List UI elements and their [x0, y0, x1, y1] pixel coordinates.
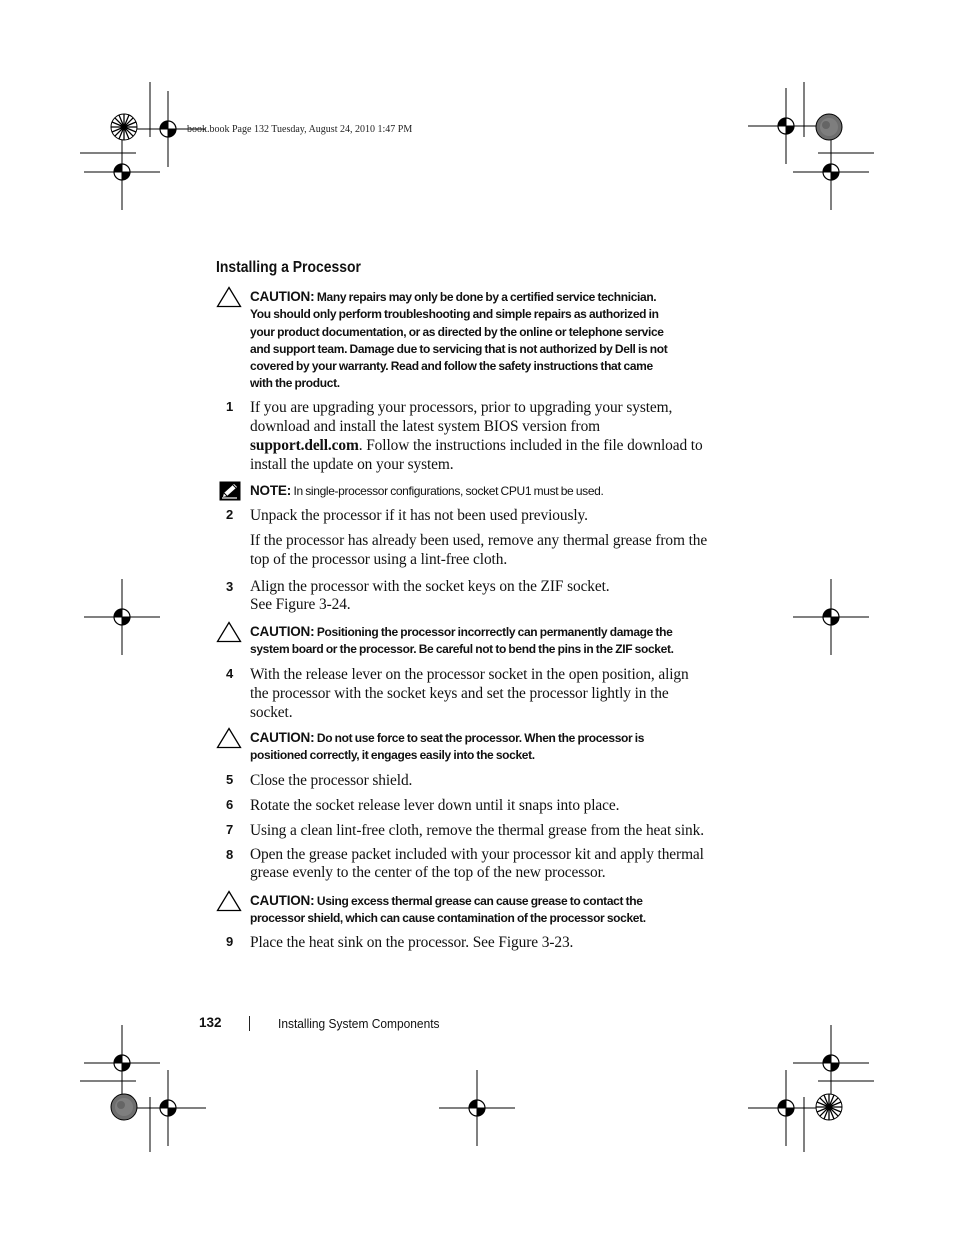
figure-reference: See Figure 3-24. — [250, 596, 351, 613]
note-text: In single-processor configurations, socket CPU1 must be used. — [293, 484, 604, 498]
step-text-line: Rotate the socket release lever down until it snaps into place. — [250, 797, 620, 814]
step-text-line: install the update on your system. — [250, 456, 454, 473]
step-number: 5 — [226, 772, 234, 787]
caution-triangle-icon — [216, 890, 242, 912]
caution-text-line: positioned correctly, it engages easily into the socket. — [250, 748, 535, 763]
caution-text-line: and support team. Damage due to servicing that is not authorized by Dell is not — [250, 341, 668, 356]
caution-text-line: your product documentation, or as directed by the online or telephone service — [250, 324, 664, 339]
step-text-line: Open the grease packet included with your processor kit and apply thermal — [250, 846, 704, 863]
caution-label: CAUTION: — [250, 893, 315, 908]
step-2-detail — [250, 531, 720, 569]
support-link[interactable]: support.dell.com — [250, 437, 359, 454]
caution-notice-2 — [216, 621, 716, 657]
step-text-line: socket. — [250, 704, 293, 721]
caution-label: CAUTION: — [250, 624, 315, 639]
caution-notice-1 — [216, 286, 716, 398]
caution-text-line: Do not use force to seat the processor. When the processor is — [316, 731, 645, 745]
caution-triangle-icon — [216, 621, 242, 643]
print-header-file-info: book.book Page 132 Tuesday, August 24, 2010 1:47 PM — [187, 124, 413, 135]
note-notice — [216, 481, 716, 503]
step-text-line: Place the heat sink on the processor. See Figure 3-23. — [250, 934, 574, 951]
caution-notice-3 — [216, 727, 716, 763]
step-number: 7 — [226, 822, 234, 837]
step-number: 1 — [226, 399, 234, 414]
caution-triangle-icon — [216, 727, 242, 749]
caution-text-line: Using excess thermal grease can cause grease to contact the — [316, 894, 643, 908]
footer-divider — [249, 1016, 250, 1031]
step-number: 2 — [226, 507, 234, 522]
caution-notice-4 — [216, 890, 716, 926]
note-label: NOTE: — [250, 483, 291, 498]
paragraph-line: top of the processor using a lint-free cloth. — [250, 551, 508, 568]
step-text-line: . Follow the instructions included in the file download to — [358, 437, 703, 454]
step-text-line: Align the processor with the socket keys on the ZIF socket. — [250, 578, 610, 595]
step-number: 6 — [226, 797, 234, 812]
caution-label: CAUTION: — [250, 289, 315, 304]
caution-text-line: system board or the processor. Be careful not to bend the pins in the ZIF socket. — [250, 642, 674, 657]
caution-text-line: Positioning the processor incorrectly can permanently damage the — [316, 625, 673, 639]
step-text-line: download and install the latest system BIOS version from — [250, 418, 601, 435]
caution-text-line: with the product. — [250, 376, 340, 391]
note-pencil-icon — [219, 481, 241, 501]
step-number: 3 — [226, 579, 234, 594]
step-text-line: If you are upgrading your processors, prior to upgrading your system, — [250, 399, 673, 416]
caution-text-line: Many repairs may only be done by a certified service technician. — [316, 290, 657, 304]
paragraph-line: If the processor has already been used, remove any thermal grease from the — [250, 532, 708, 549]
section-title: Installing a Processor — [216, 259, 361, 276]
step-text-line: the processor with the socket keys and set the processor lightly in the — [250, 685, 669, 702]
step-text-line: Unpack the processor if it has not been used previously. — [250, 507, 588, 524]
caution-text-line: processor shield, which can cause contamination of the processor socket. — [250, 911, 646, 926]
step-number: 9 — [226, 934, 234, 949]
caution-triangle-icon — [216, 286, 242, 308]
footer-chapter-title: Installing System Components — [278, 1016, 440, 1031]
caution-label: CAUTION: — [250, 730, 315, 745]
step-number: 8 — [226, 847, 234, 862]
caution-text-line: covered by your warranty. Read and follow the safety instructions that came — [250, 359, 653, 374]
page-number: 132 — [199, 1015, 222, 1030]
step-text-line: Close the processor shield. — [250, 772, 413, 789]
caution-text-line: You should only perform troubleshooting and simple repairs as authorized in — [250, 307, 659, 322]
step-text-line: With the release lever on the processor socket in the open position, align — [250, 666, 689, 683]
step-text-line: Using a clean lint-free cloth, remove the thermal grease from the heat sink. — [250, 822, 704, 839]
step-number: 4 — [226, 666, 234, 681]
step-text-line: grease evenly to the center of the top of the new processor. — [250, 864, 606, 881]
